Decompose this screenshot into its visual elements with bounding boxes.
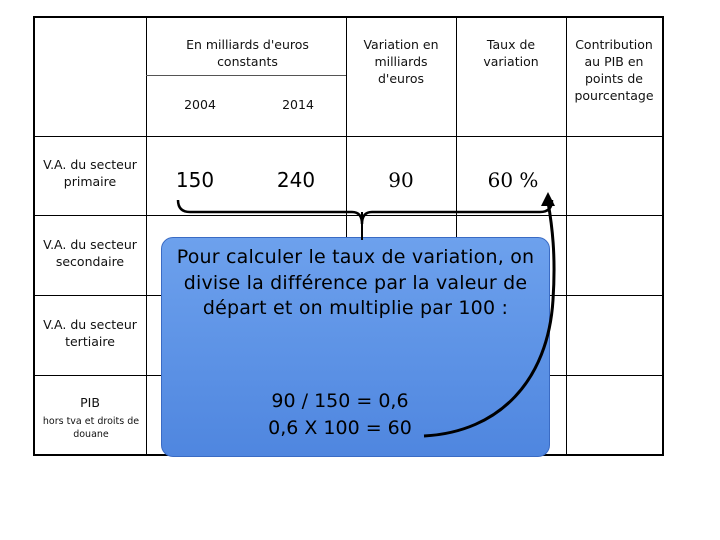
- row-label-pib: PIB: [80, 395, 100, 410]
- value-2004-primaire: 150: [175, 168, 215, 192]
- row-label-tertiaire: V.A. du secteur tertiaire: [43, 317, 137, 349]
- header-year-2014: 2014: [282, 97, 314, 112]
- brace-values-icon: [178, 200, 552, 224]
- header-taux: Taux de variation: [483, 37, 539, 69]
- header-year-2004: 2004: [184, 97, 216, 112]
- row-label-primaire: V.A. du secteur primaire: [43, 157, 137, 189]
- arrowhead-icon: [541, 192, 555, 206]
- callout-text: Pour calculer le taux de variation, on divise la différence par la valeur de départ et on multiplie par 100 :: [176, 246, 535, 320]
- calc-line-2: 0,6 X 100 = 60: [268, 416, 412, 439]
- header-variation: Variation en milliards d'euros: [363, 37, 439, 86]
- row-sublabel-pib: hors tva et droits de douane: [42, 416, 140, 440]
- arrow-to-result-icon: [424, 202, 554, 436]
- header-contribution: Contribution au PIB en points de pourcentage: [574, 37, 654, 103]
- calc-line-1: 90 / 150 = 0,6: [271, 390, 409, 412]
- value-taux-primaire: 60 %: [487, 168, 539, 192]
- row-label-secondaire: V.A. du secteur secondaire: [43, 237, 137, 269]
- value-2014-primaire: 240: [276, 168, 316, 192]
- value-variation-primaire: 90: [388, 168, 414, 192]
- header-units: En milliards d'euros constants: [186, 37, 309, 69]
